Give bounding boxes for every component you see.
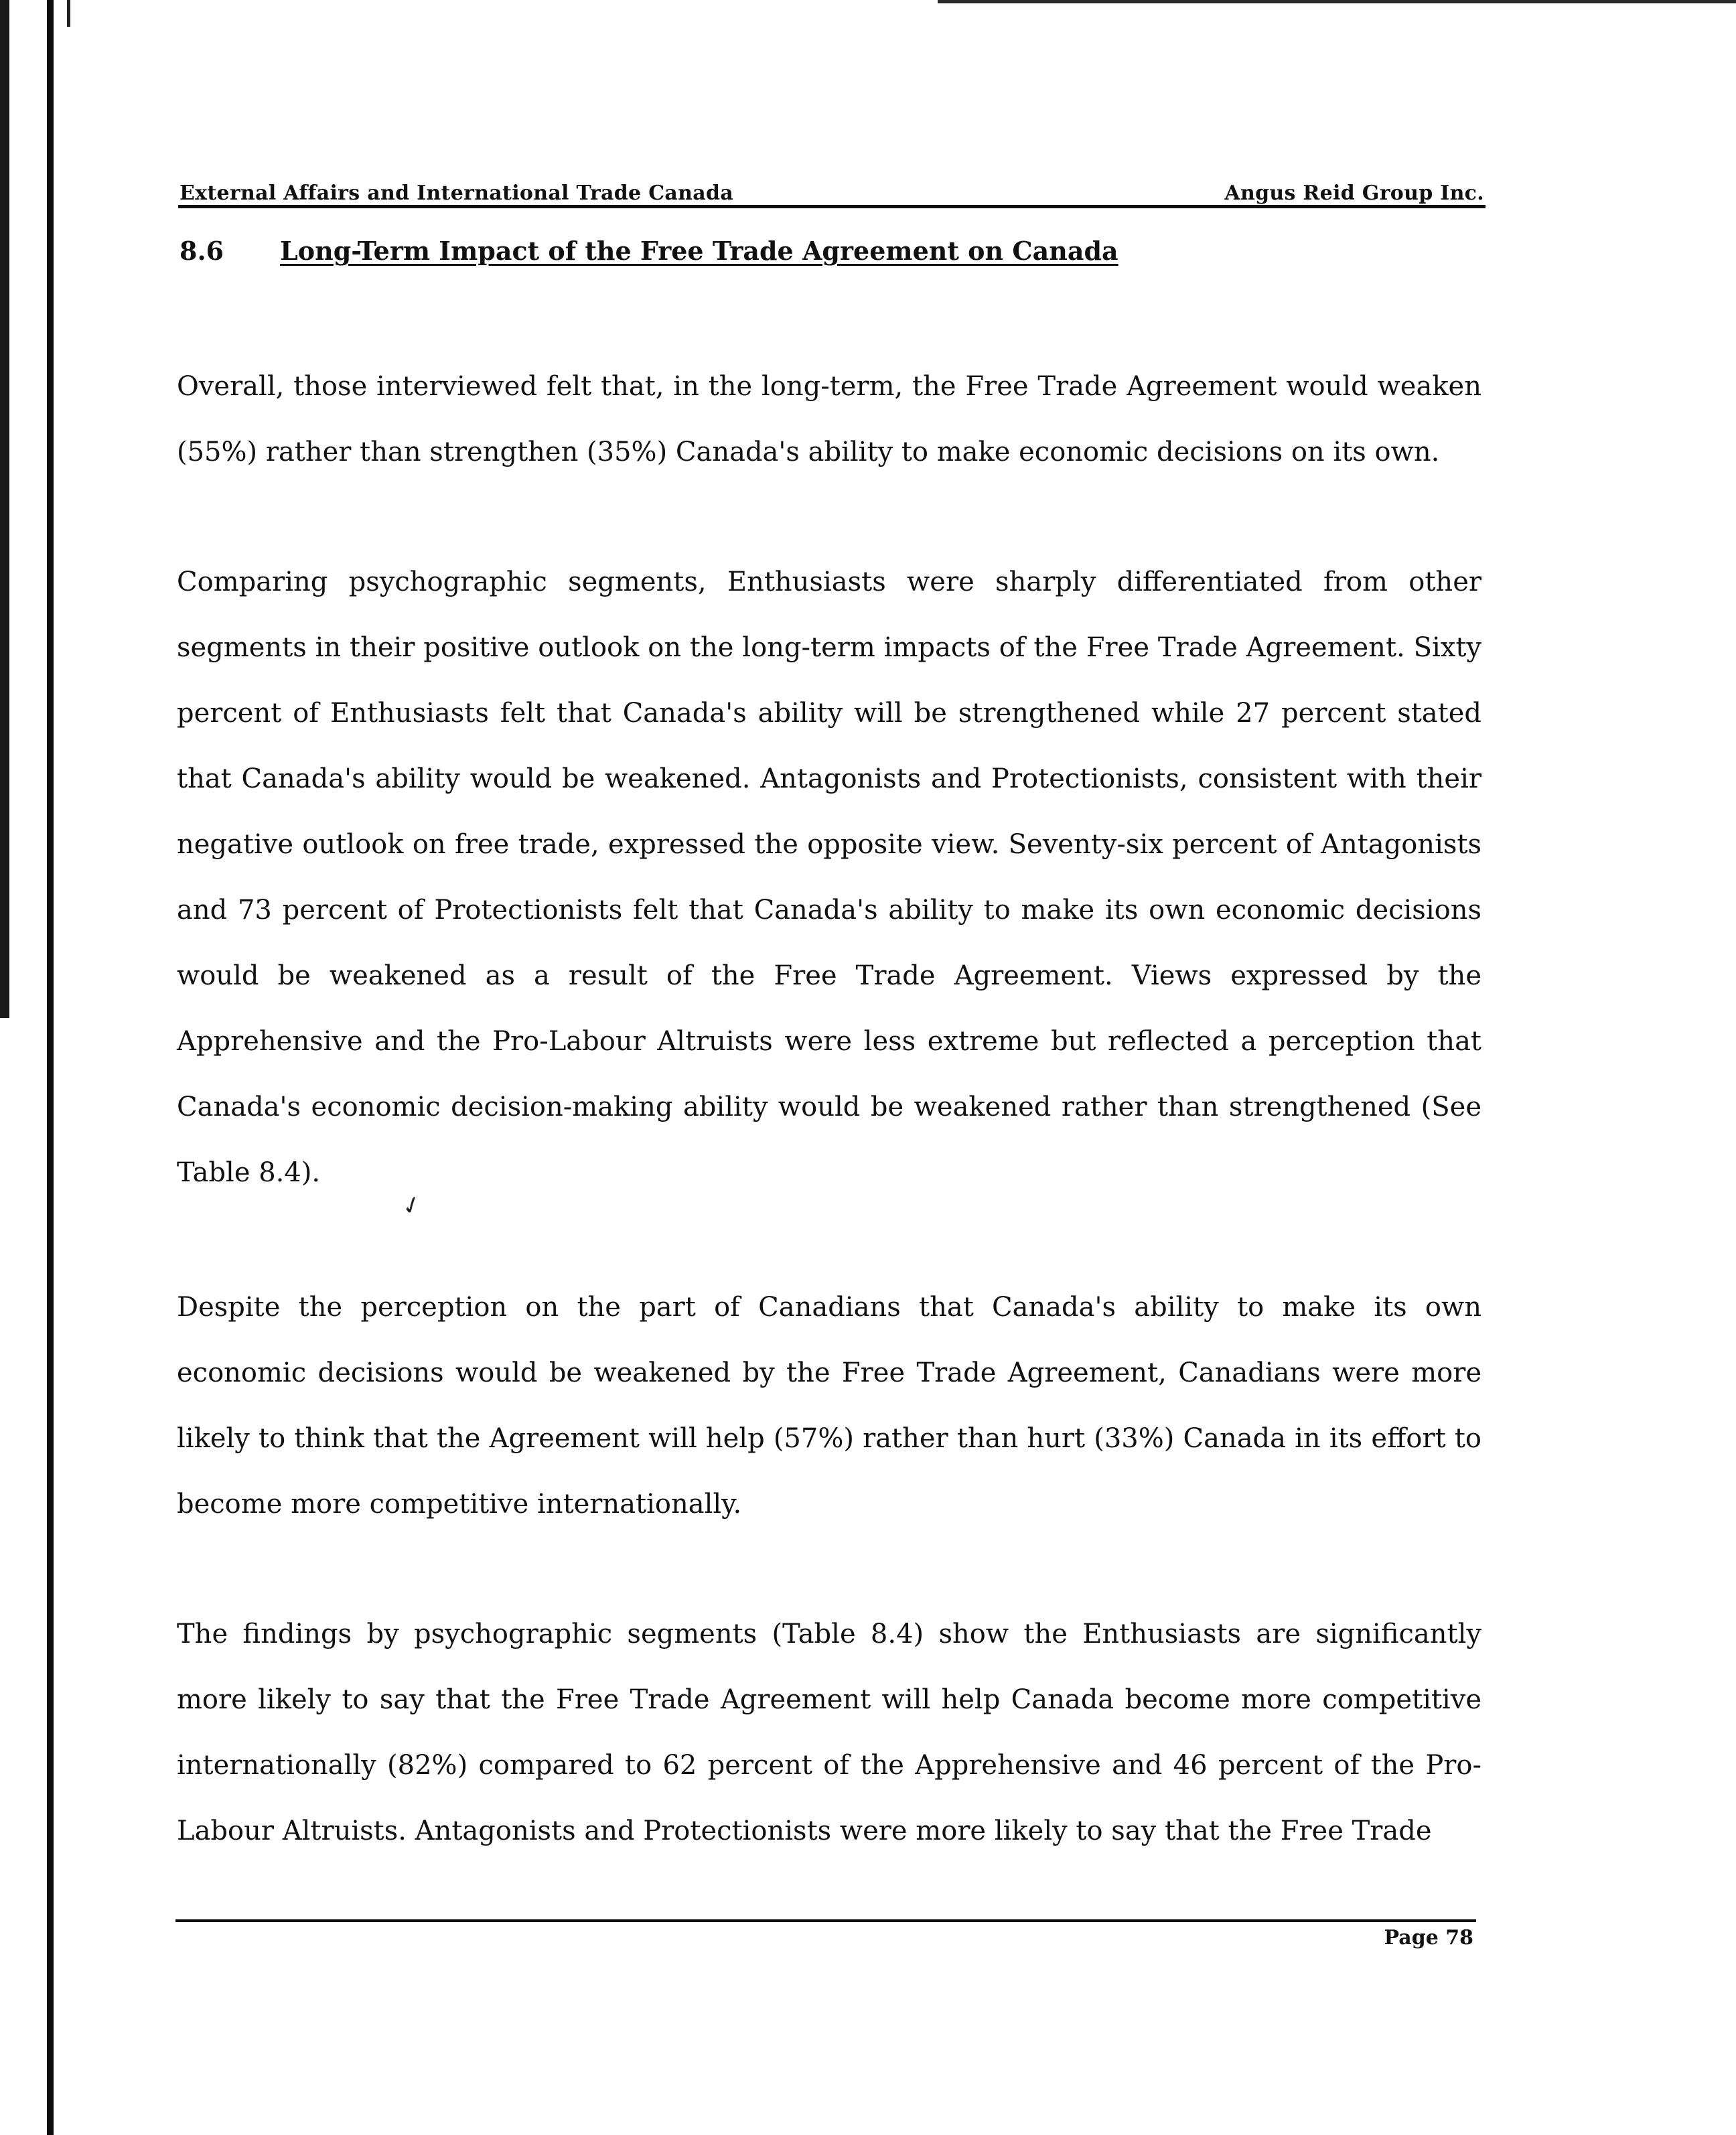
- scan-binding-edge: [47, 0, 54, 2135]
- page-header: [179, 175, 1484, 205]
- header-divider: [178, 205, 1486, 208]
- section-number: 8.6: [179, 236, 224, 266]
- body-paragraph: Overall, those interviewed felt that, in the long-term, the Free Trade Agreement would weaken (55%) rather than strengthen (35%) Canada's ability to make economic decisions on its own.: [177, 371, 1481, 467]
- section-title: Long-Term Impact of the Free Trade Agreement on Canada: [280, 236, 1118, 266]
- body-paragraph: Despite the perception on the part of Canadians that Canada's ability to make its own economic decisions would be weakened by the Free Trade Agreement, Canadians were more likely to think that the Agreement will help (57%) rather than hurt (33%) Canada in its effort to become more competitive internationally.: [177, 1292, 1481, 1520]
- body-paragraph: Comparing psychographic segments, Enthusiasts were sharply differentiated from other segments in their positive outlook on the long-term impacts of the Free Trade Agreement. Sixty percent of Enthusiasts felt that Canada's ability will be strengthened while 27 percent stated that Canada's ability would be weakened. Antagonists and Protectionists, consistent with their negative outlook on free trade, expressed the opposite view. Seventy-six percent of Antagonists and 73 percent of Protectionists felt that Canada's ability to make its own economic decisions would be weakened as a result of the Free Trade Agreement. Views expressed by the Apprehensive and the Pro-Labour Altruists were less extreme but reflected a perception that Canada's economic decision-making ability would be weakened rather than strengthened (See Table 8.4).: [177, 567, 1481, 1188]
- page-number: Page 78: [1384, 1926, 1473, 1949]
- header-organization: External Affairs and International Trade Canada: [179, 181, 733, 205]
- scan-top-line: [938, 0, 1736, 3]
- scan-corner-mark: [67, 0, 70, 27]
- header-author: Angus Reid Group Inc.: [1224, 181, 1484, 205]
- pen-tick-mark: ✓: [397, 1189, 427, 1222]
- footer-divider: [175, 1919, 1476, 1922]
- scan-edge-artifact: [0, 0, 9, 1018]
- body-paragraph: The findings by psychographic segments (Table 8.4) show the Enthusiasts are significantly more likely to say that the Free Trade Agreement will help Canada become more competitive internationally (82%) compared to 62 percent of the Apprehensive and 46 percent of the Pro-Labour Altruists. Antagonists and Protectionists were more likely to say that the Free Trade: [177, 1619, 1481, 1846]
